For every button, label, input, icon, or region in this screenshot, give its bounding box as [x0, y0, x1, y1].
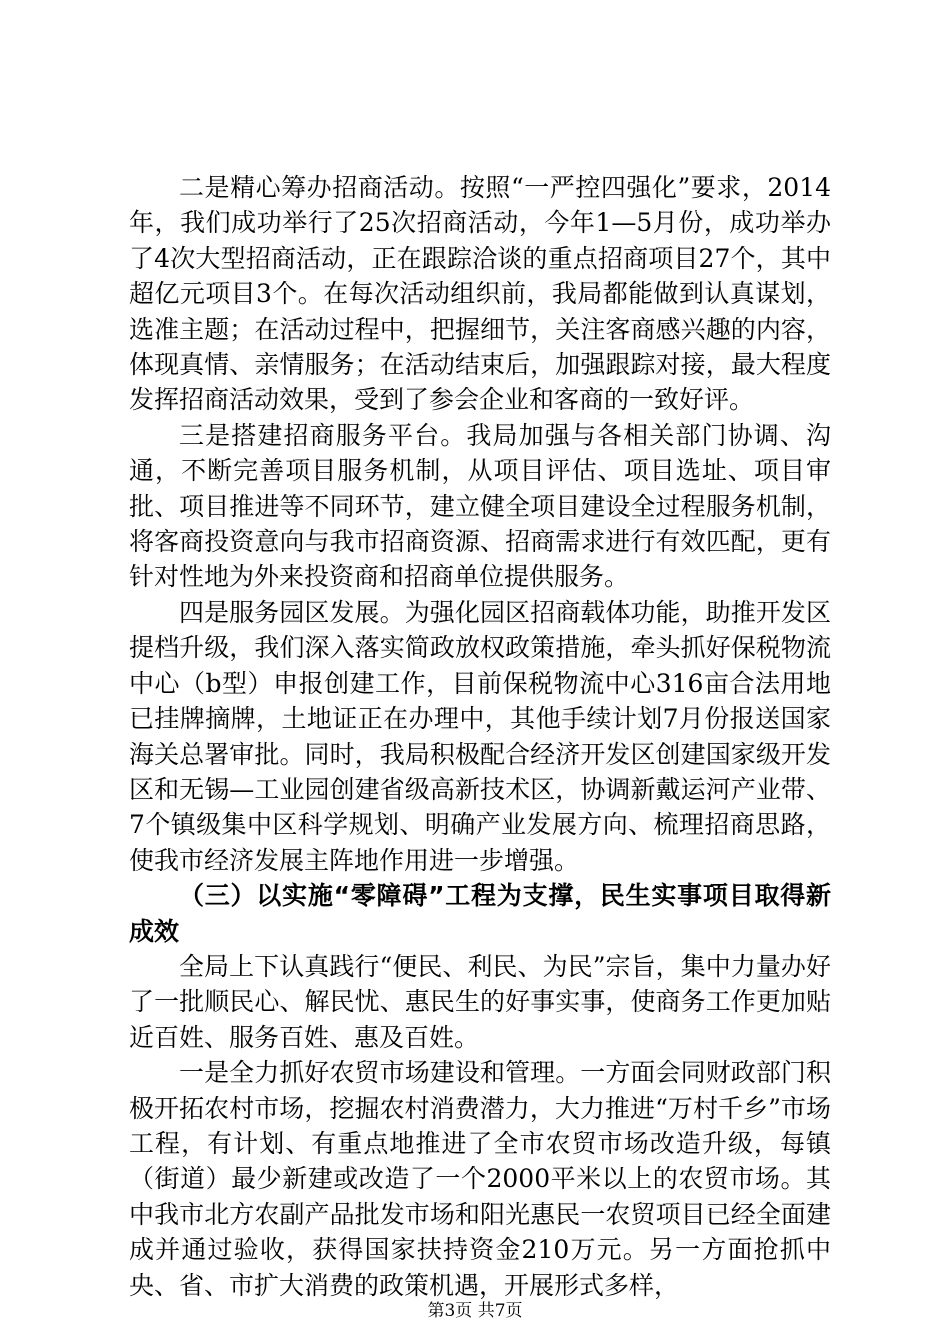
paragraph-livelihood-intro: 全局上下认真践行“便民、利民、为民”宗旨，集中力量办好了一批顺民心、解民忧、惠民生的好事实事，使商务工作更加贴近百姓、服务百姓、惠及百姓。 [129, 951, 831, 1052]
paragraph-service-platform: 三是搭建招商服务平台。我局加强与各相关部门协调、沟通，不断完善项目服务机制，从项目评估、项目选址、项目审批、项目推进等不同环节，建立健全项目建设全过程服务机制，将客商投资意向与我市招商资源、招商需求进行有效匹配，更有针对性地为外来投资商和招商单位提供服务。 [129, 420, 831, 592]
page-number-footer: 第3页 共7页 [427, 1301, 523, 1321]
document-body [129, 170, 831, 1303]
paragraph-park-development: 四是服务园区发展。为强化园区招商载体功能，助推开发区提档升级，我们深入落实简政放权政策措施，牵头抓好保税物流中心（b型）申报创建工作，目前保税物流中心316亩合法用地已挂牌摘牌，土地证正在办理中，其他手续计划7月份报送国家海关总署审批。同时，我局积极配合经济开发区创建国家级开发区和无锡—工业园创建省级高新技术区，协调新戴运河产业带、7个镇级集中区科学规划、明确产业发展方向、梳理招商思路，使我市经济发展主阵地作用进一步增强。 [129, 597, 831, 875]
paragraph-event-planning: 二是精心筹办招商活动。按照“一严控四强化”要求，2014年，我们成功举行了25次招商活动，今年1—5月份，成功举办了4次大型招商活动，正在跟踪洽谈的重点招商项目27个，其中超亿元项目3个。在每次活动组织前，我局都能做到认真谋划，选准主题；在活动过程中，把握细节，关注客商感兴趣的内容，体现真情、亲情服务；在活动结束后，加强跟踪对接，最大程度发挥招商活动效果，受到了参会企业和客商的一致好评。 [129, 173, 831, 415]
section-heading: （三）以实施“零障碍”工程为支撑，民生实事项目取得新成效 [129, 881, 831, 946]
paragraph-market-construction: 一是全力抓好农贸市场建设和管理。一方面会同财政部门积极开拓农村市场，挖掘农村消费潜力，大力推进“万村千乡”市场工程，有计划、有重点地推进了全市农贸市场改造升级，每镇（街道）最少新建或改造了一个2000平米以上的农贸市场。其中我市北方农副产品批发市场和阳光惠民一农贸项目已经全面建成并通过验收，获得国家扶持资金210万元。另一方面抢抓中央、省、市扩大消费的政策机遇，开展形式多样， [129, 1058, 831, 1300]
